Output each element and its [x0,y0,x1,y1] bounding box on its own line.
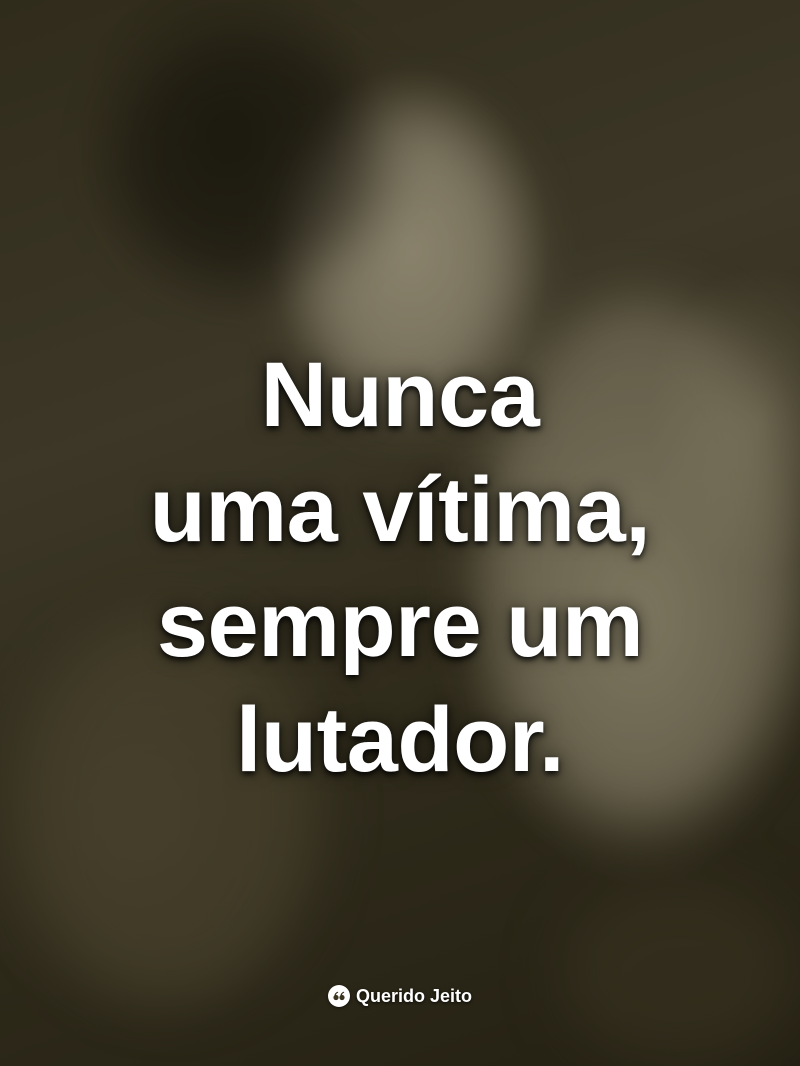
brand-watermark [0,985,800,1007]
brand-name: Querido Jeito [355,985,472,1006]
quote-line-2: uma vítima, [149,459,651,561]
quote-mark-icon [328,985,350,1007]
quote-text [0,338,800,798]
quote-line-3: sempre um [156,574,644,676]
quote-line-1: Nunca [260,344,540,446]
quote-line-4: lutador. [235,689,565,791]
